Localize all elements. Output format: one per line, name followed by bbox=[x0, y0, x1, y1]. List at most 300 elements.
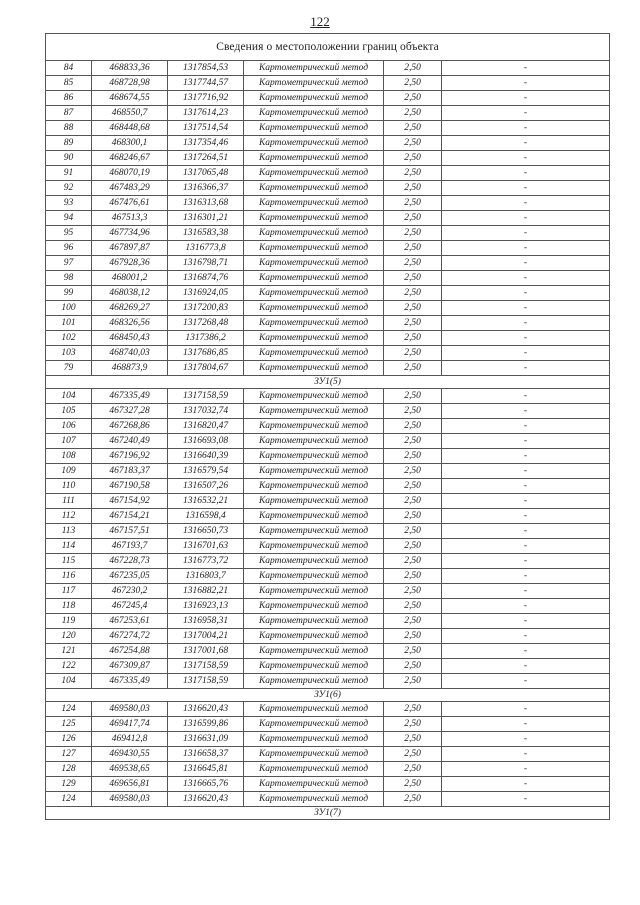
cell-point-number: 90 bbox=[46, 151, 92, 166]
cell-description: - bbox=[442, 762, 610, 777]
cell-coord-y: 1316507,26 bbox=[168, 479, 244, 494]
cell-coord-x: 469417,74 bbox=[92, 717, 168, 732]
cell-coord-y: 1317386,2 bbox=[168, 331, 244, 346]
table-row bbox=[46, 509, 610, 524]
cell-point-number: 120 bbox=[46, 629, 92, 644]
cell-accuracy: 2,50 bbox=[384, 136, 442, 151]
cell-method: Картометрический метод bbox=[244, 762, 384, 777]
cell-accuracy: 2,50 bbox=[384, 494, 442, 509]
cell-method: Картометрический метод bbox=[244, 61, 384, 76]
cell-method: Картометрический метод bbox=[244, 674, 384, 689]
section-row bbox=[46, 376, 610, 389]
cell-coord-y: 1316598,4 bbox=[168, 509, 244, 524]
cell-accuracy: 2,50 bbox=[384, 644, 442, 659]
table-row bbox=[46, 434, 610, 449]
cell-method: Картометрический метод bbox=[244, 569, 384, 584]
cell-method: Картометрический метод bbox=[244, 419, 384, 434]
cell-coord-x: 469538,65 bbox=[92, 762, 168, 777]
cell-method: Картометрический метод bbox=[244, 702, 384, 717]
cell-accuracy: 2,50 bbox=[384, 346, 442, 361]
cell-accuracy: 2,50 bbox=[384, 121, 442, 136]
cell-method: Картометрический метод bbox=[244, 792, 384, 807]
cell-description: - bbox=[442, 331, 610, 346]
cell-description: - bbox=[442, 554, 610, 569]
cell-coord-y: 1316874,76 bbox=[168, 271, 244, 286]
cell-coord-y: 1316820,47 bbox=[168, 419, 244, 434]
cell-method: Картометрический метод bbox=[244, 629, 384, 644]
cell-coord-y: 1316620,43 bbox=[168, 792, 244, 807]
cell-description: - bbox=[442, 464, 610, 479]
cell-accuracy: 2,50 bbox=[384, 404, 442, 419]
cell-method: Картометрический метод bbox=[244, 241, 384, 256]
cell-coord-x: 467230,2 bbox=[92, 584, 168, 599]
cell-accuracy: 2,50 bbox=[384, 91, 442, 106]
cell-coord-x: 467734,96 bbox=[92, 226, 168, 241]
cell-accuracy: 2,50 bbox=[384, 464, 442, 479]
cell-description: - bbox=[442, 121, 610, 136]
cell-method: Картометрический метод bbox=[244, 732, 384, 747]
cell-method: Картометрический метод bbox=[244, 524, 384, 539]
table-row bbox=[46, 271, 610, 286]
table-row bbox=[46, 121, 610, 136]
cell-coord-x: 467476,61 bbox=[92, 196, 168, 211]
cell-coord-y: 1316645,81 bbox=[168, 762, 244, 777]
table-row bbox=[46, 599, 610, 614]
table-row bbox=[46, 659, 610, 674]
table-row bbox=[46, 554, 610, 569]
cell-coord-y: 1316532,21 bbox=[168, 494, 244, 509]
table-row bbox=[46, 389, 610, 404]
cell-coord-x: 467335,49 bbox=[92, 389, 168, 404]
cell-coord-x: 467157,51 bbox=[92, 524, 168, 539]
cell-coord-x: 468269,27 bbox=[92, 301, 168, 316]
cell-description: - bbox=[442, 584, 610, 599]
cell-accuracy: 2,50 bbox=[384, 361, 442, 376]
cell-coord-x: 467154,21 bbox=[92, 509, 168, 524]
cell-coord-x: 467327,28 bbox=[92, 404, 168, 419]
cell-description: - bbox=[442, 196, 610, 211]
cell-description: - bbox=[442, 226, 610, 241]
cell-coord-y: 1316366,37 bbox=[168, 181, 244, 196]
cell-accuracy: 2,50 bbox=[384, 702, 442, 717]
cell-method: Картометрический метод bbox=[244, 644, 384, 659]
cell-description: - bbox=[442, 316, 610, 331]
cell-coord-x: 467483,29 bbox=[92, 181, 168, 196]
table-row bbox=[46, 316, 610, 331]
cell-method: Картометрический метод bbox=[244, 301, 384, 316]
cell-method: Картометрический метод bbox=[244, 777, 384, 792]
cell-accuracy: 2,50 bbox=[384, 316, 442, 331]
cell-method: Картометрический метод bbox=[244, 76, 384, 91]
cell-method: Картометрический метод bbox=[244, 166, 384, 181]
cell-method: Картометрический метод bbox=[244, 614, 384, 629]
table-row bbox=[46, 196, 610, 211]
cell-point-number: 89 bbox=[46, 136, 92, 151]
cell-coord-x: 467274,72 bbox=[92, 629, 168, 644]
cell-coord-x: 469656,81 bbox=[92, 777, 168, 792]
cell-coord-x: 468038,12 bbox=[92, 286, 168, 301]
cell-coord-x: 467309,87 bbox=[92, 659, 168, 674]
cell-coord-x: 468300,1 bbox=[92, 136, 168, 151]
cell-description: - bbox=[442, 494, 610, 509]
cell-coord-y: 1317264,51 bbox=[168, 151, 244, 166]
table-row bbox=[46, 61, 610, 76]
cell-point-number: 92 bbox=[46, 181, 92, 196]
cell-description: - bbox=[442, 181, 610, 196]
cell-description: - bbox=[442, 479, 610, 494]
cell-description: - bbox=[442, 777, 610, 792]
cell-coord-y: 1316665,76 bbox=[168, 777, 244, 792]
table-row bbox=[46, 674, 610, 689]
cell-coord-x: 468246,67 bbox=[92, 151, 168, 166]
table-row bbox=[46, 629, 610, 644]
cell-coord-x: 469580,03 bbox=[92, 792, 168, 807]
cell-method: Картометрический метод bbox=[244, 599, 384, 614]
table-row bbox=[46, 346, 610, 361]
table-row bbox=[46, 524, 610, 539]
cell-point-number: 94 bbox=[46, 211, 92, 226]
table-row bbox=[46, 584, 610, 599]
cell-accuracy: 2,50 bbox=[384, 554, 442, 569]
cell-coord-x: 468326,56 bbox=[92, 316, 168, 331]
cell-coord-x: 467183,37 bbox=[92, 464, 168, 479]
cell-description: - bbox=[442, 136, 610, 151]
table-row bbox=[46, 614, 610, 629]
cell-description: - bbox=[442, 256, 610, 271]
cell-description: - bbox=[442, 659, 610, 674]
cell-coord-y: 1316798,71 bbox=[168, 256, 244, 271]
table-row bbox=[46, 211, 610, 226]
cell-accuracy: 2,50 bbox=[384, 509, 442, 524]
cell-coord-y: 1317804,67 bbox=[168, 361, 244, 376]
cell-accuracy: 2,50 bbox=[384, 434, 442, 449]
cell-description: - bbox=[442, 644, 610, 659]
cell-accuracy: 2,50 bbox=[384, 106, 442, 121]
cell-method: Картометрический метод bbox=[244, 121, 384, 136]
cell-coord-x: 467240,49 bbox=[92, 434, 168, 449]
cell-method: Картометрический метод bbox=[244, 181, 384, 196]
cell-coord-x: 469580,03 bbox=[92, 702, 168, 717]
cell-description: - bbox=[442, 106, 610, 121]
cell-method: Картометрический метод bbox=[244, 151, 384, 166]
cell-point-number: 128 bbox=[46, 762, 92, 777]
cell-coord-x: 467928,36 bbox=[92, 256, 168, 271]
table-row bbox=[46, 166, 610, 181]
cell-coord-y: 1316773,72 bbox=[168, 554, 244, 569]
cell-method: Картометрический метод bbox=[244, 271, 384, 286]
cell-coord-y: 1317001,68 bbox=[168, 644, 244, 659]
cell-coord-y: 1316773,8 bbox=[168, 241, 244, 256]
cell-coord-y: 1316701,63 bbox=[168, 539, 244, 554]
cell-point-number: 79 bbox=[46, 361, 92, 376]
cell-point-number: 99 bbox=[46, 286, 92, 301]
cell-method: Картометрический метод bbox=[244, 286, 384, 301]
table-title-row bbox=[46, 34, 610, 61]
cell-point-number: 87 bbox=[46, 106, 92, 121]
cell-method: Картометрический метод bbox=[244, 389, 384, 404]
cell-point-number: 125 bbox=[46, 717, 92, 732]
table-row bbox=[46, 569, 610, 584]
cell-point-number: 108 bbox=[46, 449, 92, 464]
cell-coord-y: 1316313,68 bbox=[168, 196, 244, 211]
cell-point-number: 95 bbox=[46, 226, 92, 241]
cell-point-number: 98 bbox=[46, 271, 92, 286]
cell-method: Картометрический метод bbox=[244, 106, 384, 121]
cell-accuracy: 2,50 bbox=[384, 717, 442, 732]
cell-description: - bbox=[442, 76, 610, 91]
cell-coord-y: 1316640,39 bbox=[168, 449, 244, 464]
cell-description: - bbox=[442, 404, 610, 419]
cell-point-number: 119 bbox=[46, 614, 92, 629]
cell-accuracy: 2,50 bbox=[384, 241, 442, 256]
cell-coord-x: 467193,7 bbox=[92, 539, 168, 554]
cell-coord-y: 1316803,7 bbox=[168, 569, 244, 584]
cell-coord-x: 467228,73 bbox=[92, 554, 168, 569]
cell-accuracy: 2,50 bbox=[384, 76, 442, 91]
cell-point-number: 126 bbox=[46, 732, 92, 747]
cell-method: Картометрический метод bbox=[244, 361, 384, 376]
cell-method: Картометрический метод bbox=[244, 196, 384, 211]
cell-point-number: 103 bbox=[46, 346, 92, 361]
cell-coord-x: 468070,19 bbox=[92, 166, 168, 181]
cell-method: Картометрический метод bbox=[244, 584, 384, 599]
section-row bbox=[46, 689, 610, 702]
cell-description: - bbox=[442, 91, 610, 106]
table-row bbox=[46, 464, 610, 479]
cell-point-number: 85 bbox=[46, 76, 92, 91]
cell-accuracy: 2,50 bbox=[384, 777, 442, 792]
cell-description: - bbox=[442, 747, 610, 762]
cell-description: - bbox=[442, 61, 610, 76]
cell-coord-y: 1317158,59 bbox=[168, 674, 244, 689]
cell-accuracy: 2,50 bbox=[384, 301, 442, 316]
table-row bbox=[46, 181, 610, 196]
table-row bbox=[46, 106, 610, 121]
cell-method: Картометрический метод bbox=[244, 331, 384, 346]
cell-description: - bbox=[442, 702, 610, 717]
cell-description: - bbox=[442, 732, 610, 747]
cell-point-number: 97 bbox=[46, 256, 92, 271]
cell-coord-y: 1317716,92 bbox=[168, 91, 244, 106]
cell-accuracy: 2,50 bbox=[384, 732, 442, 747]
cell-method: Картометрический метод bbox=[244, 404, 384, 419]
cell-coord-x: 469430,55 bbox=[92, 747, 168, 762]
table-row bbox=[46, 792, 610, 807]
cell-coord-y: 1317004,21 bbox=[168, 629, 244, 644]
cell-coord-y: 1317268,48 bbox=[168, 316, 244, 331]
cell-point-number: 122 bbox=[46, 659, 92, 674]
table-row bbox=[46, 479, 610, 494]
cell-coord-y: 1317354,46 bbox=[168, 136, 244, 151]
cell-description: - bbox=[442, 614, 610, 629]
cell-description: - bbox=[442, 509, 610, 524]
cell-description: - bbox=[442, 151, 610, 166]
cell-point-number: 109 bbox=[46, 464, 92, 479]
table-row bbox=[46, 256, 610, 271]
cell-accuracy: 2,50 bbox=[384, 181, 442, 196]
cell-method: Картометрический метод bbox=[244, 256, 384, 271]
table-row bbox=[46, 419, 610, 434]
cell-point-number: 107 bbox=[46, 434, 92, 449]
table-row bbox=[46, 136, 610, 151]
cell-description: - bbox=[442, 301, 610, 316]
cell-accuracy: 2,50 bbox=[384, 331, 442, 346]
cell-coord-x: 467190,58 bbox=[92, 479, 168, 494]
cell-point-number: 100 bbox=[46, 301, 92, 316]
section-label: ЗУ1(7) bbox=[46, 807, 610, 820]
cell-coord-y: 1317614,23 bbox=[168, 106, 244, 121]
cell-coord-x: 467335,49 bbox=[92, 674, 168, 689]
cell-method: Картометрический метод bbox=[244, 136, 384, 151]
table-row bbox=[46, 449, 610, 464]
cell-point-number: 106 bbox=[46, 419, 92, 434]
table-row bbox=[46, 226, 610, 241]
cell-point-number: 104 bbox=[46, 674, 92, 689]
cell-accuracy: 2,50 bbox=[384, 449, 442, 464]
cell-description: - bbox=[442, 792, 610, 807]
cell-method: Картометрический метод bbox=[244, 449, 384, 464]
cell-description: - bbox=[442, 241, 610, 256]
cell-point-number: 114 bbox=[46, 539, 92, 554]
table-row bbox=[46, 747, 610, 762]
cell-coord-y: 1316620,43 bbox=[168, 702, 244, 717]
section-row bbox=[46, 807, 610, 820]
cell-coord-x: 467154,92 bbox=[92, 494, 168, 509]
cell-coord-y: 1316693,08 bbox=[168, 434, 244, 449]
cell-point-number: 86 bbox=[46, 91, 92, 106]
cell-accuracy: 2,50 bbox=[384, 659, 442, 674]
cell-description: - bbox=[442, 524, 610, 539]
cell-description: - bbox=[442, 286, 610, 301]
table-row bbox=[46, 151, 610, 166]
cell-method: Картометрический метод bbox=[244, 747, 384, 762]
cell-point-number: 102 bbox=[46, 331, 92, 346]
cell-accuracy: 2,50 bbox=[384, 166, 442, 181]
cell-point-number: 111 bbox=[46, 494, 92, 509]
cell-coord-x: 468001,2 bbox=[92, 271, 168, 286]
cell-point-number: 84 bbox=[46, 61, 92, 76]
cell-accuracy: 2,50 bbox=[384, 419, 442, 434]
cell-description: - bbox=[442, 361, 610, 376]
cell-description: - bbox=[442, 539, 610, 554]
cell-accuracy: 2,50 bbox=[384, 747, 442, 762]
cell-coord-x: 468873,9 bbox=[92, 361, 168, 376]
cell-coord-x: 467513,3 bbox=[92, 211, 168, 226]
table-row bbox=[46, 777, 610, 792]
cell-coord-y: 1317686,85 bbox=[168, 346, 244, 361]
cell-description: - bbox=[442, 434, 610, 449]
table-row bbox=[46, 762, 610, 777]
cell-description: - bbox=[442, 449, 610, 464]
cell-coord-x: 467254,88 bbox=[92, 644, 168, 659]
cell-accuracy: 2,50 bbox=[384, 599, 442, 614]
cell-coord-x: 468550,7 bbox=[92, 106, 168, 121]
cell-coord-y: 1316923,13 bbox=[168, 599, 244, 614]
cell-coord-x: 468740,03 bbox=[92, 346, 168, 361]
cell-method: Картометрический метод bbox=[244, 659, 384, 674]
table-row bbox=[46, 241, 610, 256]
cell-point-number: 117 bbox=[46, 584, 92, 599]
cell-accuracy: 2,50 bbox=[384, 196, 442, 211]
cell-point-number: 96 bbox=[46, 241, 92, 256]
cell-point-number: 91 bbox=[46, 166, 92, 181]
cell-coord-y: 1316579,54 bbox=[168, 464, 244, 479]
cell-point-number: 101 bbox=[46, 316, 92, 331]
cell-point-number: 129 bbox=[46, 777, 92, 792]
cell-coord-y: 1317032,74 bbox=[168, 404, 244, 419]
section-label: ЗУ1(5) bbox=[46, 376, 610, 389]
cell-coord-y: 1316599,86 bbox=[168, 717, 244, 732]
table-row bbox=[46, 732, 610, 747]
cell-accuracy: 2,50 bbox=[384, 762, 442, 777]
cell-coord-y: 1317854,53 bbox=[168, 61, 244, 76]
cell-coord-x: 468833,36 bbox=[92, 61, 168, 76]
cell-point-number: 118 bbox=[46, 599, 92, 614]
cell-point-number: 112 bbox=[46, 509, 92, 524]
cell-method: Картометрический метод bbox=[244, 464, 384, 479]
cell-method: Картометрический метод bbox=[244, 554, 384, 569]
table-row bbox=[46, 644, 610, 659]
cell-description: - bbox=[442, 674, 610, 689]
cell-description: - bbox=[442, 419, 610, 434]
cell-point-number: 113 bbox=[46, 524, 92, 539]
table-row bbox=[46, 539, 610, 554]
cell-point-number: 116 bbox=[46, 569, 92, 584]
cell-description: - bbox=[442, 211, 610, 226]
cell-method: Картометрический метод bbox=[244, 316, 384, 331]
cell-coord-x: 467897,87 bbox=[92, 241, 168, 256]
cell-point-number: 104 bbox=[46, 389, 92, 404]
boundary-table bbox=[45, 33, 610, 820]
cell-description: - bbox=[442, 389, 610, 404]
cell-description: - bbox=[442, 271, 610, 286]
cell-coord-y: 1317065,48 bbox=[168, 166, 244, 181]
cell-method: Картометрический метод bbox=[244, 494, 384, 509]
cell-description: - bbox=[442, 166, 610, 181]
cell-method: Картометрический метод bbox=[244, 509, 384, 524]
cell-accuracy: 2,50 bbox=[384, 569, 442, 584]
cell-accuracy: 2,50 bbox=[384, 792, 442, 807]
cell-point-number: 93 bbox=[46, 196, 92, 211]
cell-point-number: 121 bbox=[46, 644, 92, 659]
cell-description: - bbox=[442, 346, 610, 361]
page-number-text: 122 bbox=[310, 14, 330, 29]
cell-coord-x: 468448,68 bbox=[92, 121, 168, 136]
table-row bbox=[46, 76, 610, 91]
cell-coord-x: 468674,55 bbox=[92, 91, 168, 106]
cell-method: Картометрический метод bbox=[244, 91, 384, 106]
table-row bbox=[46, 91, 610, 106]
cell-accuracy: 2,50 bbox=[384, 211, 442, 226]
cell-coord-y: 1316583,38 bbox=[168, 226, 244, 241]
table-row bbox=[46, 702, 610, 717]
cell-coord-y: 1317514,54 bbox=[168, 121, 244, 136]
cell-description: - bbox=[442, 717, 610, 732]
cell-accuracy: 2,50 bbox=[384, 151, 442, 166]
cell-coord-y: 1317744,57 bbox=[168, 76, 244, 91]
cell-description: - bbox=[442, 629, 610, 644]
cell-coord-x: 467196,92 bbox=[92, 449, 168, 464]
cell-accuracy: 2,50 bbox=[384, 226, 442, 241]
cell-coord-y: 1316658,37 bbox=[168, 747, 244, 762]
cell-description: - bbox=[442, 569, 610, 584]
cell-point-number: 127 bbox=[46, 747, 92, 762]
cell-accuracy: 2,50 bbox=[384, 256, 442, 271]
cell-coord-x: 469412,8 bbox=[92, 732, 168, 747]
cell-description: - bbox=[442, 599, 610, 614]
table-title: Сведения о местоположении границ объекта bbox=[46, 34, 610, 61]
cell-coord-y: 1316650,73 bbox=[168, 524, 244, 539]
